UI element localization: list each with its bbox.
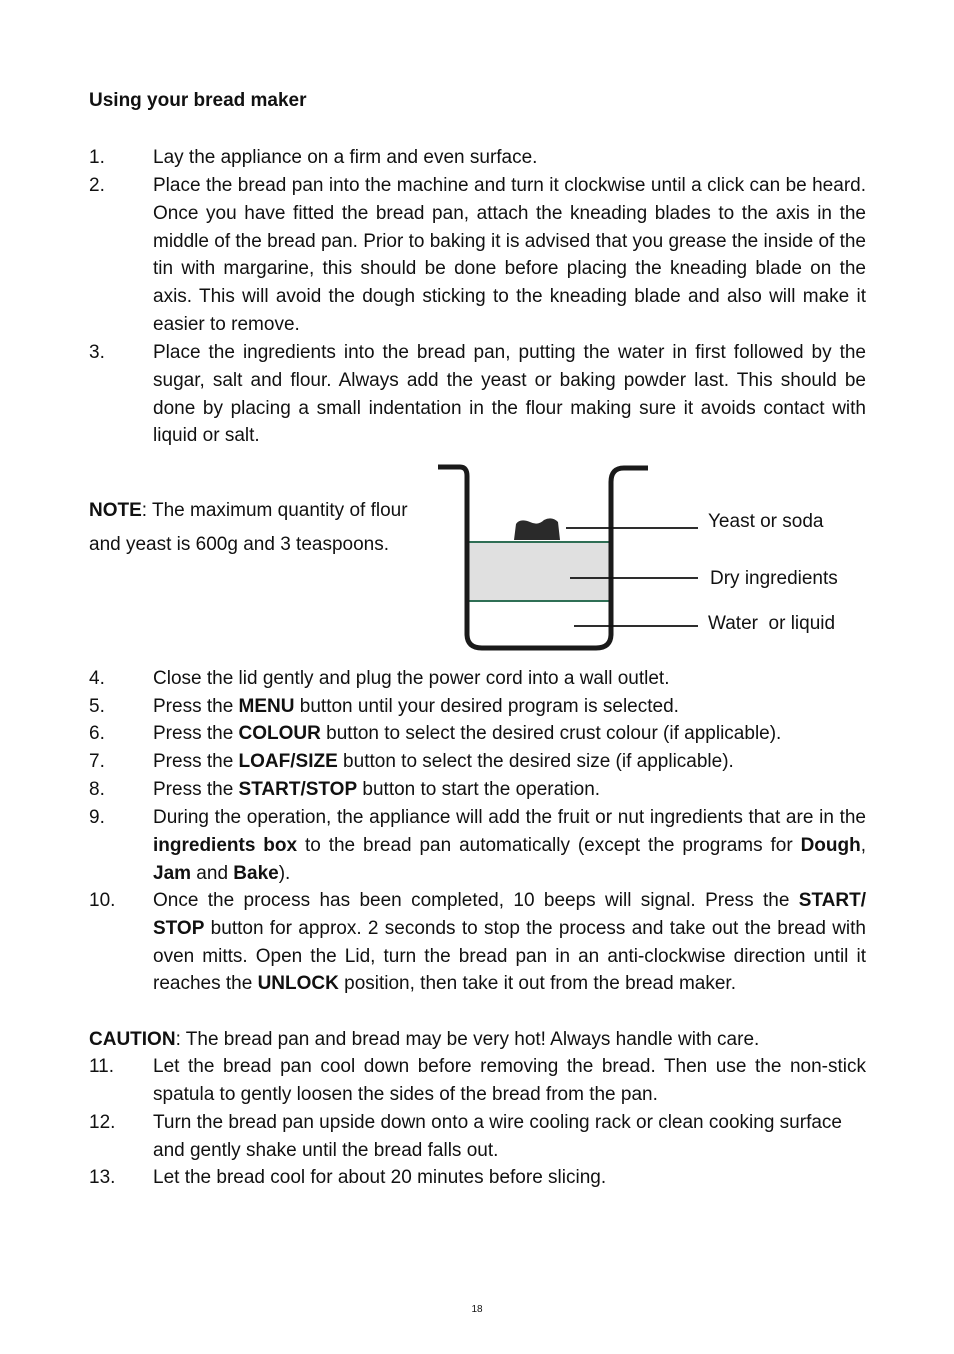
dry-ingredients-layer bbox=[468, 542, 610, 601]
step-number: 12. bbox=[89, 1112, 116, 1133]
button-name-start-stop: START/STOP bbox=[238, 779, 358, 800]
step-text bbox=[153, 887, 866, 998]
caution-text: : The bread pan and bread may be very hot! Always handle with care. bbox=[175, 1029, 760, 1050]
unlock-position-term: UNLOCK bbox=[257, 973, 339, 995]
note-text: : The maximum quantity of flour and yeast is 600g and 3 teaspoons. bbox=[89, 500, 408, 555]
step-13 bbox=[89, 1164, 866, 1192]
text-run: button to select the desired size (if applicable). bbox=[337, 751, 734, 772]
step-text bbox=[153, 776, 866, 804]
program-dough: Dough bbox=[800, 834, 861, 856]
step-text bbox=[153, 720, 866, 748]
step-1 bbox=[89, 144, 866, 172]
yeast-mound bbox=[514, 518, 560, 540]
text-run: position, then take it out from the bread maker. bbox=[338, 973, 736, 995]
step-number: 3. bbox=[89, 342, 105, 363]
step-8 bbox=[89, 776, 866, 804]
step-3 bbox=[89, 339, 866, 450]
bread-pan-diagram bbox=[430, 462, 870, 658]
text-run: button for approx. 2 seconds to stop the process and take out the bread with oven mitts. Open the Lid, turn the bread pan in an anti-clockwise direction until it reaches the bbox=[153, 917, 866, 995]
step-5 bbox=[89, 693, 866, 721]
step-number: 11. bbox=[89, 1056, 115, 1077]
step-text: Let the bread cool for about 20 minutes before slicing. bbox=[153, 1167, 607, 1188]
button-name-colour: COLOUR bbox=[238, 723, 321, 744]
button-name-loaf-size: LOAF/SIZE bbox=[238, 751, 338, 772]
text-run: button to select the desired crust colour (if applicable). bbox=[320, 723, 782, 744]
caution-block bbox=[89, 1026, 866, 1054]
program-jam: Jam bbox=[153, 862, 192, 884]
step-number: 9. bbox=[89, 807, 105, 828]
text-run: Once the process has been completed, 10 beeps will signal. Press the bbox=[153, 890, 799, 911]
section-heading: Using your bread maker bbox=[89, 90, 307, 111]
step-text bbox=[153, 693, 866, 721]
text-run: , bbox=[860, 834, 866, 856]
note-label: NOTE bbox=[89, 500, 142, 521]
step-number: 10. bbox=[89, 890, 116, 911]
step-6 bbox=[89, 720, 866, 748]
text-run: Press the bbox=[153, 779, 239, 800]
step-2 bbox=[89, 172, 866, 339]
step-number: 5. bbox=[89, 696, 105, 717]
note-block bbox=[89, 494, 419, 562]
step-text: Close the lid gently and plug the power cord into a wall outlet. bbox=[153, 668, 670, 689]
text-run: Press the bbox=[153, 696, 239, 717]
step-9 bbox=[89, 804, 866, 887]
text-run: to the bread pan automatically (except the programs for bbox=[297, 834, 801, 856]
button-name-start-stop: START/ STOP bbox=[153, 890, 866, 939]
step-text bbox=[153, 804, 866, 887]
text-run: During the operation, the appliance will add the fruit or nut ingredients that are in the bbox=[153, 807, 866, 828]
text-run: ). bbox=[278, 862, 291, 884]
ingredients-box-term: ingredients box bbox=[153, 834, 298, 856]
label-water-or-liquid: Water or liquid bbox=[708, 613, 836, 634]
step-text bbox=[153, 748, 866, 776]
step-number: 2. bbox=[89, 175, 105, 196]
label-yeast-or-soda: Yeast or soda bbox=[708, 511, 824, 532]
step-text: Let the bread pan cool down before removing the bread. Then use the non-stick spatula to gently loosen the sides of the bread from the pan. bbox=[153, 1056, 866, 1105]
step-text: Lay the appliance on a firm and even surface. bbox=[153, 147, 538, 168]
text-run: Press the bbox=[153, 723, 239, 744]
text-run: Press the bbox=[153, 751, 239, 772]
step-11 bbox=[89, 1053, 866, 1109]
step-7 bbox=[89, 748, 866, 776]
step-number: 8. bbox=[89, 779, 105, 800]
step-number: 6. bbox=[89, 723, 105, 744]
caution-label: CAUTION bbox=[89, 1029, 176, 1050]
step-4 bbox=[89, 665, 866, 693]
step-number: 7. bbox=[89, 751, 105, 772]
text-run: button until your desired program is selected. bbox=[294, 696, 679, 717]
page-number: 18 bbox=[471, 1304, 483, 1315]
label-dry-ingredients: Dry ingredients bbox=[710, 568, 838, 589]
step-number: 13. bbox=[89, 1167, 116, 1188]
step-number: 4. bbox=[89, 668, 105, 689]
text-run: and bbox=[191, 862, 234, 884]
step-text: Place the ingredients into the bread pan, putting the water in first followed by the sugar, salt and flour. Always add the yeast or baking powder last. This should be done by placing a small indentation in the flour making sure it avoids contact with liquid or salt. bbox=[153, 342, 866, 447]
step-12 bbox=[89, 1109, 866, 1165]
step-text: Turn the bread pan upside down onto a wire cooling rack or clean cooking surface and gently shake until the bread falls out. bbox=[153, 1112, 842, 1161]
program-bake: Bake bbox=[233, 862, 279, 884]
step-10 bbox=[89, 887, 866, 998]
text-run: button to start the operation. bbox=[357, 779, 601, 800]
step-number: 1. bbox=[89, 147, 105, 168]
button-name-menu: MENU bbox=[238, 696, 295, 717]
step-text: Place the bread pan into the machine and turn it clockwise until a click can be heard. Once you have fitted the bread pan, attach the kneading blades to the axis in the middle of the bread pan. Prior to baking it is advised that you grease the inside of the tin with margarine, this should be done before placing the kneading blade on the axis. This will avoid the dough sticking to the kneading blade and also will make it easier to remove. bbox=[153, 175, 866, 335]
